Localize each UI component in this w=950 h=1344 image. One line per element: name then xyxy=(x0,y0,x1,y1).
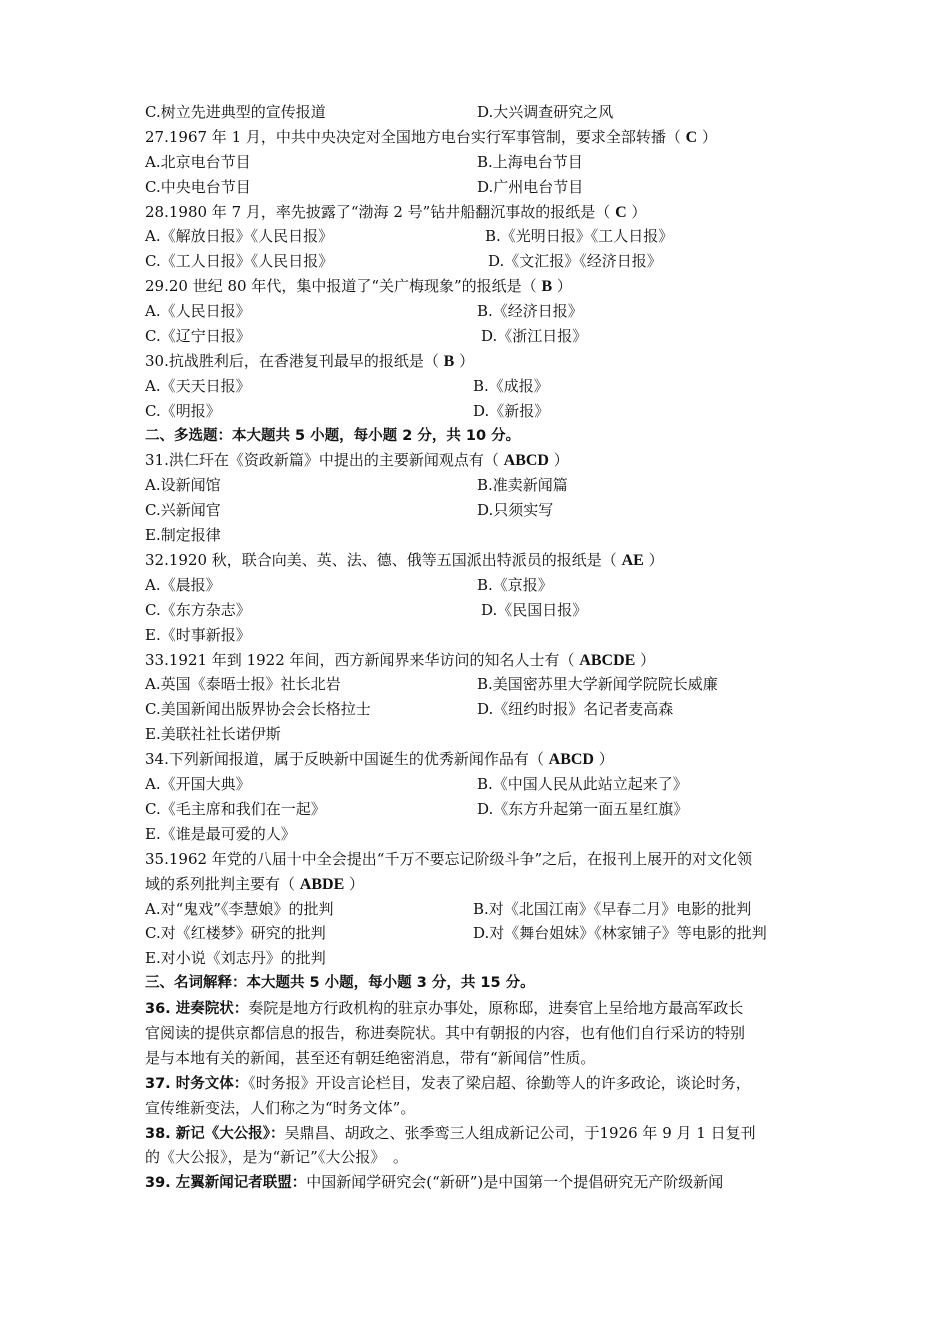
q34-options-cd xyxy=(145,797,815,822)
q34-answer: ABCD xyxy=(548,751,594,769)
q30-option-b: B.《成报》 xyxy=(473,376,549,395)
q28-option-b: B.《光明日报》《工人日报》 xyxy=(485,227,674,246)
q35-stem-line-2: 域的系列批判主要有（ ABDE ） xyxy=(145,874,365,893)
q34-option-d: D.《东方升起第一面五星红旗》 xyxy=(477,799,689,818)
q27-option-d: D.广州电台节目 xyxy=(477,177,584,196)
q30-stem: 30.抗战胜利后，在香港复刊最早的报纸是（ B ） xyxy=(145,351,475,370)
q32-option-c: C.《东方杂志》 xyxy=(145,600,251,619)
q31-options-ab xyxy=(145,473,815,498)
q31-option-c: C.兴新闻官 xyxy=(145,501,221,520)
q31-options-cd xyxy=(145,498,815,523)
section-3-heading: 三、名词解释：本大题共 5 小题，每小题 3 分，共 15 分。 xyxy=(145,975,535,992)
q27-stem: 27.1967 年 1 月，中共中央决定对全国地方电台实行军事管制，要求全部转播（ C ） xyxy=(145,127,718,146)
q32-options-cd xyxy=(145,598,815,623)
q36-term: 36. 进奏院状： xyxy=(145,1001,249,1018)
q31-stem: 31.洪仁玕在《资政新篇》中提出的主要新闻观点有（ ABCD ） xyxy=(145,451,569,470)
q32-options-ab xyxy=(145,573,815,598)
q28-options-cd xyxy=(145,249,815,274)
q33-options-ab xyxy=(145,672,815,697)
q38-line-1: 38. 新记《大公报》：吴鼎昌、胡政之、张季鸾三人组成新记公司，于1926 年 9 月 1 日复刊 xyxy=(145,1123,756,1142)
q31-option-a: A.设新闻馆 xyxy=(145,476,221,495)
q30-option-c: C.《明报》 xyxy=(145,401,221,420)
q35-options-cd xyxy=(145,921,815,946)
q32-stem: 32.1920 秋，联合向美、英、法、德、俄等五国派出特派员的报纸是（ AE ） xyxy=(145,551,664,570)
q32-option-a: A.《晨报》 xyxy=(145,575,221,594)
q34-option-b: B.《中国人民从此站立起来了》 xyxy=(477,775,688,794)
q35-option-a: A.对“鬼戏”《李慧娘》的批判 xyxy=(145,899,334,918)
q34-option-c: C.《毛主席和我们在一起》 xyxy=(145,799,326,818)
q27-options-ab xyxy=(145,150,815,175)
q33-option-d: D.《纽约时报》名记者麦高森 xyxy=(477,700,674,719)
q34-option-a: A.《开国大典》 xyxy=(145,775,251,794)
q35-options-ab xyxy=(145,897,815,922)
q33-options-cd xyxy=(145,697,815,722)
q32-option-e: E.《时事新报》 xyxy=(145,625,251,644)
q33-option-a: A.英国《泰晤士报》社长北岩 xyxy=(145,675,341,694)
q33-option-c: C.美国新闻出版界协会会长格拉士 xyxy=(145,700,371,719)
q30-answer: B xyxy=(443,352,455,370)
q34-stem: 34.下列新闻报道，属于反映新中国诞生的优秀新闻作品有（ ABCD ） xyxy=(145,750,614,769)
q32-option-b: B.《京报》 xyxy=(477,575,553,594)
q32-answer: AE xyxy=(621,552,644,570)
q31-answer: ABCD xyxy=(503,452,549,470)
q35-stem-line-1: 35.1962 年党的八届十中全会提出“千万不要忘记阶级斗争”之后，在报刊上展开的对文化领 xyxy=(145,849,753,868)
q28-option-d: D.《文汇报》《经济日报》 xyxy=(488,252,662,271)
q30-options-ab xyxy=(145,374,815,399)
q29-option-d: D.《浙江日报》 xyxy=(481,327,588,346)
q37-line-2: 宣传维新变法，人们称之为“时务文体”。 xyxy=(145,1098,416,1117)
q32-option-d: D.《民国日报》 xyxy=(481,600,588,619)
q30-option-a: A.《天天日报》 xyxy=(145,376,251,395)
q34-options-ab xyxy=(145,772,815,797)
q34-option-e: E.《谁是最可爱的人》 xyxy=(145,824,296,843)
q31-option-b: B.准卖新闻篇 xyxy=(477,476,568,495)
section-2-heading: 二、多选题：本大题共 5 小题，每小题 2 分，共 10 分。 xyxy=(145,427,521,444)
q29-option-a: A.《人民日报》 xyxy=(145,302,251,321)
q33-option-b: B.美国密苏里大学新闻学院院长威廉 xyxy=(477,675,718,694)
q28-answer: C xyxy=(615,203,627,221)
q35-option-b: B.对《北国江南》《早春二月》电影的批判 xyxy=(473,899,752,918)
q27-option-c: C.中央电台节目 xyxy=(145,177,251,196)
q30-options-cd xyxy=(145,399,815,424)
q39-line-1: 39. 左翼新闻记者联盟：中国新闻学研究会(“新研”)是中国第一个提倡研究无产阶级新闻 xyxy=(145,1173,724,1192)
q28-options-ab xyxy=(145,224,815,249)
q28-option-a: A.《解放日报》《人民日报》 xyxy=(145,227,334,246)
q35-option-c: C.对《红楼梦》研究的批判 xyxy=(145,924,326,943)
exam-page xyxy=(145,100,815,1195)
q37-line-1: 37. 时务文体：《时务报》开设言论栏目，发表了梁启超、徐勤等人的许多政论，谈论时务， xyxy=(145,1073,751,1092)
q35-answer: ABDE xyxy=(299,875,345,893)
q33-option-e: E.美联社社长诺伊斯 xyxy=(145,725,281,744)
q38-line-2: 的《大公报》，是为“新记”《大公报》 。 xyxy=(145,1148,408,1167)
q26-options-cd xyxy=(145,100,815,125)
q26-option-c: C.树立先进典型的宣传报道 xyxy=(145,103,326,121)
q35-option-e: E.对小说《刘志丹》的批判 xyxy=(145,949,326,968)
q27-option-b: B.上海电台节目 xyxy=(477,152,583,171)
q33-stem: 33.1921 年到 1922 年间，西方新闻界来华访问的知名人士有（ ABCDE ） xyxy=(145,650,656,669)
q30-option-d: D.《新报》 xyxy=(473,401,550,420)
q29-answer: B xyxy=(541,278,553,296)
q29-options-cd xyxy=(145,324,815,349)
q36-line-2: 官阅读的提供京都信息的报告，称进奏院状。其中有朝报的内容，也有他们自行采访的特别 xyxy=(145,1023,746,1042)
q33-answer: ABCDE xyxy=(579,651,636,669)
q35-option-d: D.对《舞台姐妹》《林家铺子》等电影的批判 xyxy=(473,924,767,943)
q29-option-c: C.《辽宁日报》 xyxy=(145,327,251,346)
q27-answer: C xyxy=(685,128,698,146)
q38-term: 38. 新记《大公报》： xyxy=(145,1125,285,1142)
q28-stem: 28.1980 年 7 月，率先披露了“渤海 2 号”钻井船翻沉事故的报纸是（ C ） xyxy=(145,202,647,221)
q31-option-d: D.只须实写 xyxy=(477,501,554,520)
q36-line-3: 是与本地有关的新闻，甚至还有朝廷绝密消息，带有“新闻信”性质。 xyxy=(145,1048,596,1067)
q39-term: 39. 左翼新闻记者联盟： xyxy=(145,1175,307,1192)
q29-options-ab xyxy=(145,299,815,324)
q29-stem: 29.20 世纪 80 年代，集中报道了“关广梅现象”的报纸是（ B ） xyxy=(145,277,572,296)
q31-option-e: E.制定报律 xyxy=(145,526,221,545)
q37-term: 37. 时务文体： xyxy=(145,1075,249,1092)
q26-option-d: D.大兴调查研究之风 xyxy=(477,103,614,121)
q28-option-c: C.《工人日报》《人民日报》 xyxy=(145,252,334,271)
q27-option-a: A.北京电台节目 xyxy=(145,152,251,171)
q29-option-b: B.《经济日报》 xyxy=(477,302,583,321)
q27-options-cd xyxy=(145,175,815,200)
q36-line-1: 36. 进奏院状：奏院是地方行政机构的驻京办事处，原称邸，进奏官上呈给地方最高军政长 xyxy=(145,999,744,1018)
